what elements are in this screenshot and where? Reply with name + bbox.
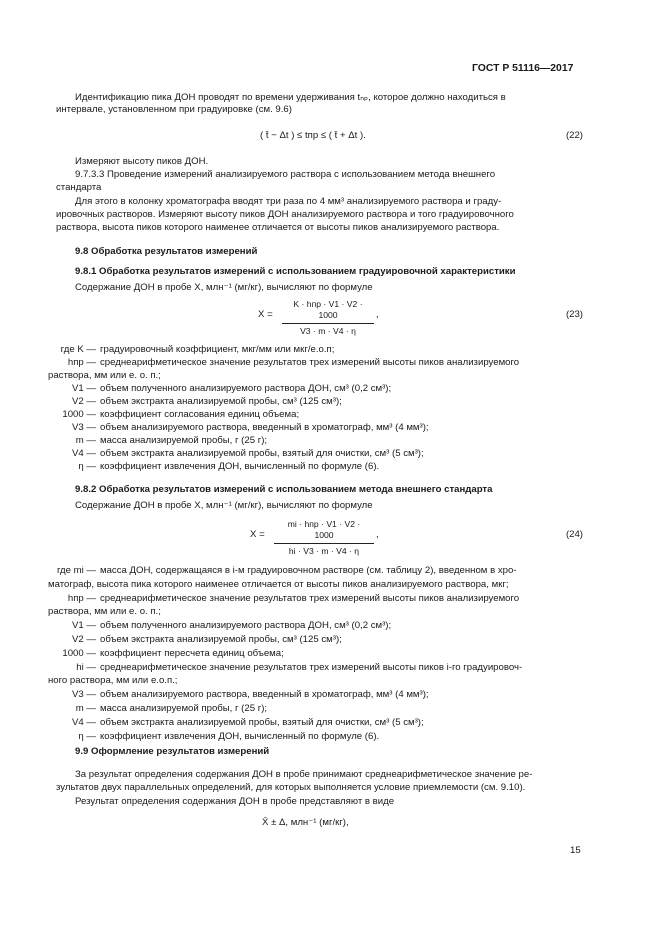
equation-lhs: X = [258, 309, 273, 320]
definition-text: коэффициент пересчета единиц объема; [100, 647, 284, 659]
definition-text: градуировочный коэффициент, мкг/мм или мкг/е.о.п; [100, 344, 335, 355]
definition-text: среднеарифметическое значение результатов трех измерений высоты пиков i-го градуировоч- [100, 661, 523, 673]
equation-number: (23) [565, 309, 583, 320]
equation-tail: , [376, 529, 379, 540]
equation-tail: , [376, 309, 379, 320]
definition-text: объем анализируемого раствора, введенный в хроматограф, мм³ (4 мм³); [100, 422, 429, 433]
definition-text: объем полученного анализируемого раствора ДОН, см³ (0,2 см³); [100, 383, 392, 394]
definition-symbol: m — [75, 703, 96, 714]
definition-text: объем экстракта анализируемой пробы, см³ (125 см³); [100, 396, 342, 407]
paragraph-line: ировочных растворов. Измеряют высоту пиков ДОН анализируемого раствора и того градуировочного [56, 209, 514, 220]
definition-symbol: V1 — [72, 383, 96, 394]
section-heading: 9.9 Оформление результатов измерений [75, 746, 270, 757]
definition-symbol: hпр — [67, 592, 96, 604]
fraction-numerator: K · hпр · V1 · V2 · 1000 [282, 299, 374, 324]
subsection-heading: 9.8.1 Обработка результатов измерений с использованием градуировочной характеристики [75, 266, 516, 277]
definition-symbol: V2 — [72, 396, 96, 407]
definition-text: среднеарифметическое значение результатов трех измерений высоты пиков анализируемого [100, 357, 520, 368]
definition-text: объем экстракта анализируемой пробы, взятый для очистки, см³ (5 см³); [100, 716, 424, 728]
definition-text: масса ДОН, содержащаяся в i-м градуировочном растворе (см. таблицу 2), введенном в хро- [100, 565, 517, 576]
definition-symbol: где K — [60, 344, 96, 355]
equation-number: (24) [565, 529, 583, 540]
definition-text: коэффициент извлечения ДОН, вычисленный по формуле (6). [100, 461, 380, 472]
equation-number: (22) [565, 130, 583, 141]
paragraph-line: стандарта [56, 182, 102, 193]
definition-symbol: m — [75, 435, 96, 446]
section-heading: 9.8 Обработка результатов измерений [75, 246, 258, 257]
paragraph-line: Содержание ДОН в пробе X, млн⁻¹ (мг/кг), вычисляют по формуле [75, 500, 373, 511]
definition-symbol: 1000 — [62, 647, 96, 659]
equation-24-fraction [274, 519, 374, 557]
equation-23-fraction [282, 299, 374, 337]
definition-symbol: V4 — [72, 716, 96, 728]
equation-lhs: X = [250, 529, 265, 540]
paragraph-line: Измеряют высоту пиков ДОН. [75, 156, 209, 167]
definition-text: ного раствора, мм или е.о.п.; [48, 675, 178, 687]
definition-text: коэффициент извлечения ДОН, вычисленный по формуле (6). [100, 730, 380, 742]
definition-text: масса анализируемой пробы, г (25 г); [100, 703, 268, 714]
fraction-numerator: mi · hпр · V1 · V2 · 1000 [274, 519, 374, 544]
definition-text: масса анализируемой пробы, г (25 г); [100, 435, 268, 446]
definition-symbol: η — [78, 461, 96, 472]
definition-text: объем полученного анализируемого раствора ДОН, см³ (0,2 см³); [100, 620, 392, 632]
definition-symbol: hпр — [67, 357, 96, 368]
definition-text: объем анализируемого раствора, введенный в хроматограф, мм³ (4 мм³); [100, 689, 429, 701]
result-format: X̄ ± Δ, млн⁻¹ (мг/кг), [262, 817, 349, 828]
definition-symbol: η — [78, 730, 96, 742]
definition-text: коэффициент согласования единиц объема; [100, 409, 300, 420]
document-header: ГОСТ Р 51116—2017 [472, 63, 574, 74]
paragraph-line: Для этого в колонку хроматографа вводят три раза по 4 мм³ анализируемого раствора и граду- [75, 196, 502, 207]
fraction-denominator: V3 · m · V4 · η [300, 326, 356, 336]
paragraph-line: За результат определения содержания ДОН в пробе принимают среднеарифметическое значение ре- [75, 769, 533, 780]
definition-text: раствора, мм или е. о. п.; [48, 370, 161, 381]
definition-text: матограф, высота пика которого наименее отличается от высоты пиков анализируемого раствора, мкг; [48, 578, 509, 590]
definition-symbol: V3 — [72, 689, 96, 701]
definition-symbol: V1 — [72, 620, 96, 632]
definition-symbol: 1000 — [62, 409, 96, 420]
definition-symbol: V3 — [72, 422, 96, 433]
paragraph-line: Содержание ДОН в пробе X, млн⁻¹ (мг/кг), вычисляют по формуле [75, 282, 373, 293]
definition-text: объем экстракта анализируемой пробы, см³ (125 см³); [100, 634, 342, 645]
definition-text: среднеарифметическое значение результатов трех измерений высоты пиков анализируемого [100, 592, 520, 604]
paragraph-line: зультатов двух параллельных определений, для которых выполняется условие приемлемости (см. 9.10). [56, 782, 526, 793]
page-number: 15 [570, 845, 581, 856]
definition-symbol: V2 — [72, 634, 96, 645]
subsection-heading: 9.8.2 Обработка результатов измерений с использованием метода внешнего стандарта [75, 484, 493, 495]
fraction-denominator: hi · V3 · m · V4 · η [288, 546, 360, 556]
paragraph-line: Результат определения содержания ДОН в пробе представляют в виде [75, 796, 395, 807]
definition-symbol: где mi — [56, 565, 96, 576]
equation-22: ( t̄ − Δt ) ≤ tпр ≤ ( t̄ + Δt ). [260, 130, 366, 141]
paragraph-line: раствора, высота пиков которого наименее отличается от высоты пиков анализируемого раствора. [56, 222, 500, 233]
paragraph-line: интервале, установленном при градуировке (см. 9.6) [56, 104, 292, 115]
paragraph-line: 9.7.3.3 Проведение измерений анализируемого раствора с использованием метода внешнего [75, 169, 496, 180]
definition-symbol: V4 — [72, 448, 96, 459]
paragraph-line: Идентификацию пика ДОН проводят по времени удерживания tₙₚ, которое должно находиться в [75, 92, 506, 103]
definition-text: объем экстракта анализируемой пробы, взятый для очистки, см³ (5 см³); [100, 448, 424, 459]
definition-symbol: hi — [76, 661, 96, 673]
definition-text: раствора, мм или е. о. п.; [48, 606, 161, 618]
